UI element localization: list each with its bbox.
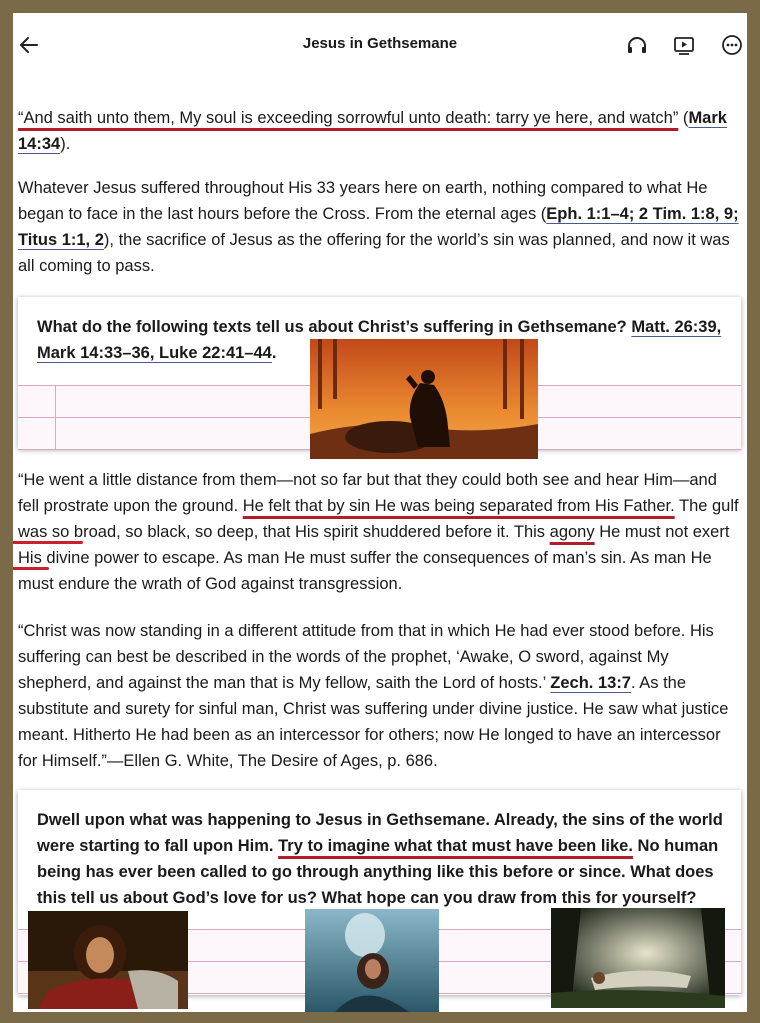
- quote-2-text-1: “Christ was now standing in a different attitude from that in which He had ever stood before. His suffering can best be described in the words of the prophet, ‘Awake, O sword, against My shepherd, and against the man that is My fellow, saith the Lord of hosts.’: [18, 622, 714, 692]
- scripture-quote-paragraph: [18, 105, 740, 157]
- quote-1-text-1: “He went a little distance from them—not so far but that they could both see and hear Him—and fell prostrate upon the ground.: [18, 471, 717, 515]
- play-video-icon[interactable]: [672, 33, 696, 57]
- top-bar: [13, 13, 747, 75]
- margin-mark: [13, 541, 83, 544]
- more-options-icon[interactable]: [720, 33, 744, 57]
- page-title: Jesus in Gethsemane: [302, 35, 458, 52]
- question-box-1: [18, 297, 741, 449]
- desire-of-ages-quote-2: [18, 618, 740, 774]
- intro-text-1: Whatever Jesus suffered throughout His 33 years here on earth, nothing compared to what He began to face in the last hours before the Cross. From the eternal ages (: [18, 179, 708, 223]
- highlight-separated-from-father: He felt that by sin He was being separated from His Father.: [242, 497, 675, 515]
- question-2-prompt-2: No human being has ever been called to go through anything like this before or since. What does this tell us about God’s love for us? What hope can you draw from this for yourself?: [37, 837, 719, 907]
- scripture-link-matt-mark-luke[interactable]: Matt. 26:39, Mark 14:33–36, Luke 22:41–44: [37, 318, 722, 362]
- desire-of-ages-quote-1: [18, 467, 740, 597]
- scripture-link-eph-tim-titus[interactable]: Eph. 1:1–4; 2 Tim. 1:8, 9; Titus 1:1, 2: [18, 205, 739, 249]
- jesus-praying-with-angel-painting: [305, 909, 439, 1012]
- headphones-icon[interactable]: [625, 33, 649, 57]
- intro-paragraph: [18, 175, 740, 279]
- question-1-period: .: [271, 344, 277, 362]
- scripture-link-zech-13-7[interactable]: Zech. 13:7: [550, 674, 631, 692]
- question-2-prompt-1: Dwell upon what was happening to Jesus in Gethsemane. Already, the sins of the world were starting to fall upon Him.: [37, 811, 723, 855]
- paren-open: (: [678, 109, 689, 127]
- jesus-resting-head-painting: [28, 911, 188, 1009]
- paren-close: ).: [60, 135, 71, 153]
- quote-1-text-3: He must not exert His divine power to escape. As man He must suffer the consequences of man’s sin. As man He must endure the wrath of God against transgression.: [18, 523, 730, 593]
- highlight-try-to-imagine: Try to imagine what that must have been like.: [278, 837, 633, 855]
- question-2-text: [37, 807, 727, 911]
- jesus-praying-silhouette-image: [310, 339, 538, 459]
- jesus-lying-in-garden-painting: [551, 908, 725, 1008]
- quote-1-text-2: The gulf was so broad, so black, so deep, that His spirit shuddered before it. This: [18, 497, 739, 541]
- lesson-page: [13, 13, 747, 1012]
- quote-2-text-2: . As the substitute and surety for sinful man, Christ was suffering under divine justice. He saw what justice meant. Hitherto He had been as an intercessor for others; now He longed to have an intercessor for Himself.”—Ellen G. White, The Desire of Ages, p. 686.: [18, 674, 729, 770]
- intro-text-2: ), the sacrifice of Jesus as the offering for the world’s sin was planned, and now it was all coming to pass.: [18, 231, 730, 275]
- highlighted-quote: “And saith unto them, My soul is exceeding sorrowful unto death: tarry ye here, and watch”: [18, 109, 679, 127]
- question-1-prompt: What do the following texts tell us about Christ’s suffering in Gethsemane?: [37, 318, 632, 336]
- scripture-link-mark-14-34[interactable]: Mark 14:34: [18, 109, 727, 153]
- highlight-agony: agony: [549, 523, 595, 541]
- margin-mark-2: [13, 567, 49, 570]
